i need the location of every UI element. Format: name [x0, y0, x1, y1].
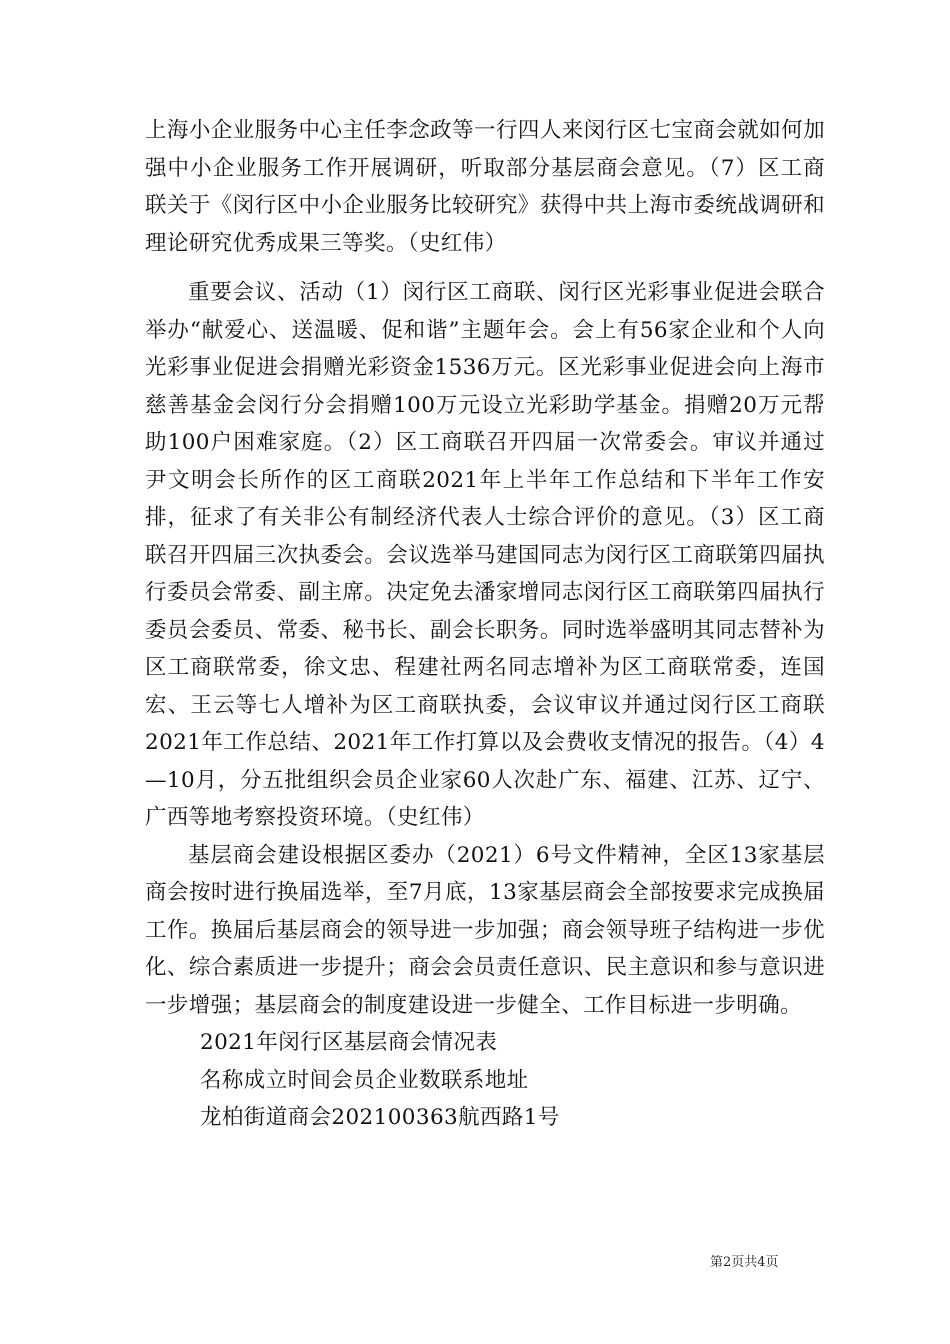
document-body: [145, 112, 825, 1137]
table-header-row: 名称成立时间会员企业数联系地址: [200, 1067, 529, 1093]
paragraph-chamber-building: 基层商会建设根据区委办（2021）6号文件精神，全区13家基层商会按时进行换届选举，至7月底，13家基层商会全部按要求完成换届工作。换届后基层商会的领导进一步加强；商会领导班子结构进一步优化、综合素质进一步提升；商会会员责任意识、民主意识和参与意识进一步增强；基层商会的制度建设进一步健全、工作目标进一步明确。: [145, 842, 825, 1018]
paragraph-meetings: 重要会议、活动（1）闵行区工商联、闵行区光彩事业促进会联合举办“献爱心、送温暖、促和谐”主题年会。会上有56家企业和个人向光彩事业促进会捐赠光彩资金1536万元。区光彩事业促进会向上海市慈善基金会闵行分会捐赠100万元设立光彩助学基金。捐赠20万元帮助100户困难家庭。（2）区工商联召开四届一次常委会。审议并通过尹文明会长所作的区工商联2021年上半年工作总结和下半年工作安排，征求了有关非公有制经济代表人士综合评价的意见。（3）区工商联召开四届三次执委会。会议选举马建国同志为闵行区工商联第四届执行委员会常委、副主席。决定免去潘家增同志闵行区工商联第四届执行委员会委员、常委、秘书长、副会长职务。同时选举盛明其同志替补为区工商联常委，徐文忠、程建社两名同志增补为区工商联常委，连国宏、王云等七人增补为区工商联执委，会议审议并通过闵行区工商联2021年工作总结、2021年工作打算以及会费收支情况的报告。（4）4—10月，分五批组织会员企业家60人次赴广东、福建、江苏、辽宁、广西等地考察投资环境。（史红伟）: [145, 280, 825, 830]
page-number: 第2页共4页: [710, 1255, 779, 1270]
paragraph-research: 上海小企业服务中心主任李念政等一行四人来闵行区七宝商会就如何加强中小企业服务工作开展调研，听取部分基层商会意见。（7）区工商联关于《闵行区中小企业服务比较研究》获得中共上海市委统战调研和理论研究优秀成果三等奖。（史红伟）: [145, 118, 825, 256]
table-row: 龙柏街道商会202100363航西路1号: [200, 1105, 560, 1130]
table-title: 2021年闵行区基层商会情况表: [200, 1030, 498, 1055]
